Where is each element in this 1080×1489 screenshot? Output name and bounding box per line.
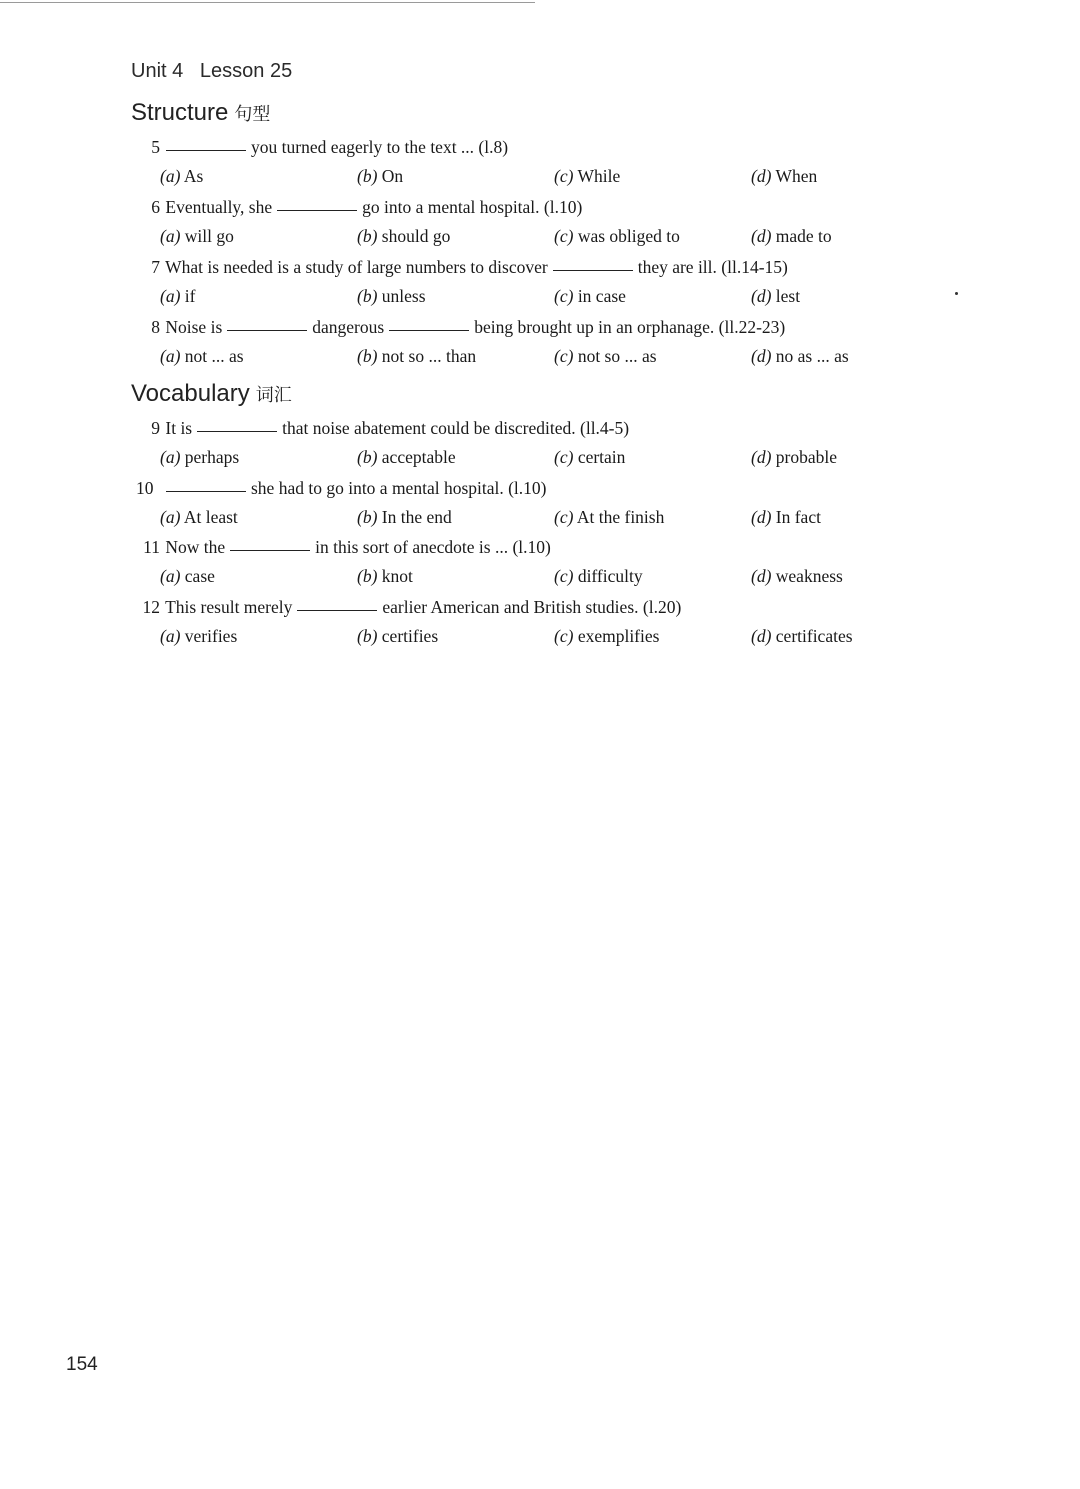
option-a: (a) perhaps bbox=[160, 447, 240, 467]
option-d: (d) no as ... as bbox=[751, 346, 849, 366]
question-7: 7 What is needed is a study of large numbers to discover they are ill. (ll.14-15) bbox=[130, 256, 890, 278]
answer-blank bbox=[227, 330, 307, 331]
option-b: (b) knot bbox=[357, 566, 413, 586]
option-a: (a) case bbox=[160, 566, 215, 586]
answer-blank bbox=[166, 491, 246, 492]
lesson-label: Lesson 25 bbox=[199, 60, 293, 82]
scan-speck bbox=[955, 292, 958, 295]
answer-blank bbox=[277, 210, 357, 211]
options-10 bbox=[0, 507, 1080, 529]
options-9 bbox=[0, 447, 1080, 469]
option-a: (a) At least bbox=[160, 507, 238, 527]
question-9: 9 It is that noise abatement could be discredited. (ll.4-5) bbox=[130, 417, 890, 439]
option-c: (c) was obliged to bbox=[554, 226, 680, 246]
option-b: (b) In the end bbox=[357, 507, 452, 527]
option-a: (a) verifies bbox=[160, 626, 238, 646]
page-number: 154 bbox=[66, 1354, 98, 1375]
question-10: 10 she had to go into a mental hospital. (l.10) bbox=[130, 477, 890, 499]
question-12: 12 This result merely earlier American and British studies. (l.20) bbox=[130, 596, 890, 618]
question-5 bbox=[130, 136, 890, 158]
question-8: 8 Noise is dangerous being brought up in an orphanage. (ll.22-23) bbox=[130, 316, 890, 338]
answer-blank bbox=[197, 431, 277, 432]
options-12 bbox=[0, 626, 1080, 648]
option-b: (b) certifies bbox=[357, 626, 439, 646]
section-structure bbox=[131, 99, 270, 127]
options-6 bbox=[0, 226, 1080, 248]
option-a: (a) will go bbox=[160, 226, 234, 246]
option-d: (d) In fact bbox=[751, 507, 821, 527]
question-number: 6 bbox=[151, 197, 160, 217]
question-text: you turned eagerly to the text ... (l.8) bbox=[251, 137, 509, 157]
option-d: (d) When bbox=[751, 166, 818, 186]
section-title: Vocabulary bbox=[131, 380, 250, 407]
option-c: (c) difficulty bbox=[554, 566, 643, 586]
option-b: (b) unless bbox=[357, 286, 426, 306]
option-a: (a) not ... as bbox=[160, 346, 244, 366]
section-title: Structure bbox=[131, 99, 229, 126]
question-number: 12 bbox=[142, 597, 160, 617]
answer-blank bbox=[553, 270, 633, 271]
answer-blank bbox=[297, 610, 377, 611]
page-header bbox=[131, 60, 292, 83]
question-number: 7 bbox=[151, 257, 160, 277]
option-c: (c) At the finish bbox=[554, 507, 665, 527]
question-number: 9 bbox=[151, 418, 160, 438]
section-vocabulary bbox=[131, 380, 292, 408]
options-11 bbox=[0, 566, 1080, 588]
option-b: (b) acceptable bbox=[357, 447, 456, 467]
option-d: (d) made to bbox=[751, 226, 832, 246]
option-b: (b) not so ... than bbox=[357, 346, 477, 366]
option-c: (c) not so ... as bbox=[554, 346, 657, 366]
unit-label: Unit 4 bbox=[131, 60, 184, 82]
section-title-zh: 词汇 bbox=[255, 385, 292, 406]
option-c: (c) certain bbox=[554, 447, 626, 467]
question-11: 11 Now the in this sort of anecdote is ... (l.10) bbox=[130, 536, 890, 558]
option-c: (c) While bbox=[554, 166, 621, 186]
question-number: 10 bbox=[136, 478, 154, 498]
answer-blank bbox=[166, 150, 246, 151]
option-d: (d) lest bbox=[751, 286, 801, 306]
options-5 bbox=[0, 166, 1080, 188]
option-a: (a) As bbox=[160, 166, 204, 186]
question-number: 5 bbox=[151, 137, 160, 157]
option-c: (c) exemplifies bbox=[554, 626, 660, 646]
question-number: 8 bbox=[151, 317, 160, 337]
option-d: (d) weakness bbox=[751, 566, 843, 586]
option-b: (b) On bbox=[357, 166, 404, 186]
top-rule bbox=[0, 2, 535, 3]
answer-blank bbox=[230, 550, 310, 551]
option-c: (c) in case bbox=[554, 286, 626, 306]
options-8 bbox=[0, 346, 1080, 368]
question-number: 11 bbox=[143, 537, 160, 557]
question-6: 6 Eventually, she go into a mental hospital. (l.10) bbox=[130, 196, 890, 218]
answer-blank bbox=[389, 330, 469, 331]
option-a: (a) if bbox=[160, 286, 196, 306]
option-d: (d) probable bbox=[751, 447, 838, 467]
option-b: (b) should go bbox=[357, 226, 451, 246]
section-title-zh: 句型 bbox=[234, 104, 271, 125]
options-7 bbox=[0, 286, 1080, 308]
option-d: (d) certificates bbox=[751, 626, 853, 646]
